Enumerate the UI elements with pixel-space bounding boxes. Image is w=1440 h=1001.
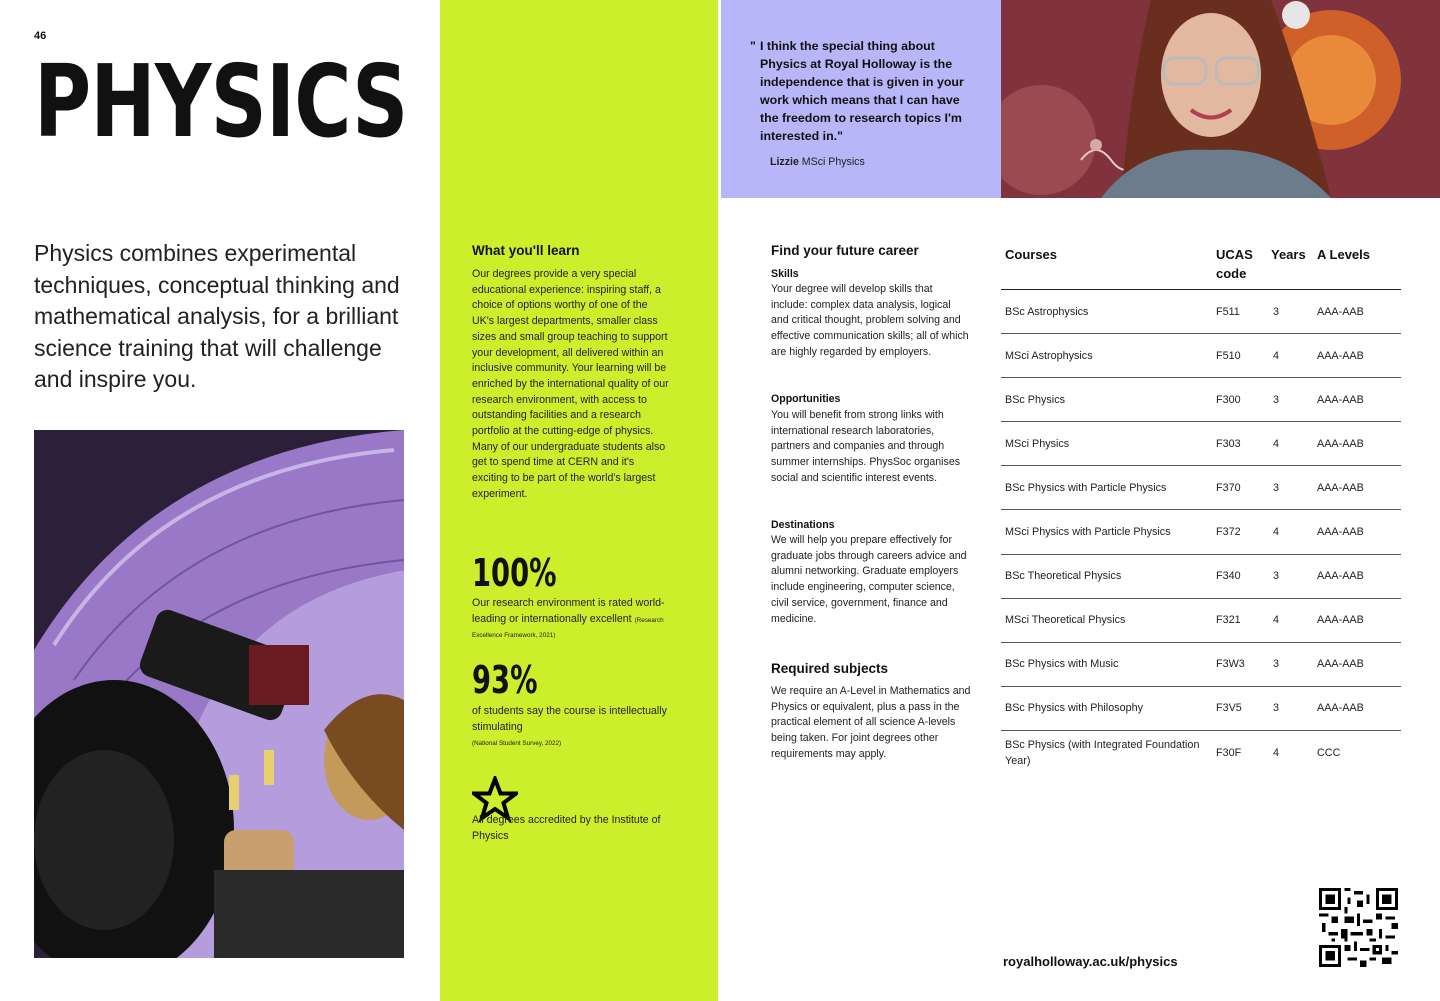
stat-survey-value: 93% — [472, 658, 538, 702]
a-levels-cell: AAA-AAB — [1317, 481, 1364, 494]
years-cell: 4 — [1273, 746, 1280, 759]
qr-code[interactable] — [1319, 888, 1398, 967]
quote — [750, 37, 980, 145]
course-cell: BSc Physics with Philosophy — [1005, 702, 1144, 715]
a-levels-cell: AAA-AAB — [1317, 614, 1364, 627]
course-cell: MSci Physics with Particle Physics — [1005, 526, 1171, 539]
quote-mark: " — [750, 39, 756, 53]
ucas-code-cell: F321 — [1216, 614, 1241, 627]
table-row — [1001, 687, 1401, 731]
ucas-code-cell: F3W3 — [1216, 658, 1245, 671]
course-cell: MSci Theoretical Physics — [1005, 614, 1126, 627]
a-levels-cell: AAA-AAB — [1317, 393, 1364, 406]
a-levels-cell: CCC — [1317, 746, 1341, 759]
stat-survey-source: (National Student Survey, 2022) — [472, 740, 562, 747]
destinations-text: We will help you prepare effectively for graduate jobs through careers advice and alumni networking. Graduate employers include engineering, computer science, civil service, government, finance and medicine. — [771, 534, 967, 625]
table-row — [1001, 378, 1401, 422]
website-link[interactable]: royalholloway.ac.uk/physics — [1003, 954, 1178, 969]
course-cell: BSc Physics with Particle Physics — [1005, 481, 1167, 494]
ucas-code-cell: F30F — [1216, 746, 1242, 759]
table-row — [1001, 466, 1401, 510]
course-cell: BSc Physics (with Integrated Foundation Year) — [1005, 738, 1200, 767]
opportunities-heading: Opportunities — [771, 393, 841, 405]
quote-author-name: Lizzie — [770, 156, 799, 168]
table-row — [1001, 599, 1401, 643]
course-cell: BSc Astrophysics — [1005, 305, 1089, 318]
ucas-code-cell: F340 — [1216, 570, 1241, 583]
years-cell: 3 — [1273, 305, 1280, 318]
ucas-code-cell: F303 — [1216, 437, 1241, 450]
table-body — [1001, 290, 1401, 775]
years-cell: 4 — [1273, 526, 1280, 539]
quote-author — [770, 156, 865, 168]
quote-body: I think the special thing about Physics at Royal Holloway is the independence that is given in your work which means that I can have the freedom to research topics I'm interested in." — [760, 39, 964, 143]
learn-text: Our degrees provide a very special educational experience: inspiring staff, a choice of options worthy of one of the UK's largest departments, smaller class sizes and small group teaching to support your development, all delivered within an inclusive community. Your learning will be enriched by the international quality of our research environment, with access to outstanding facilities and a research portfolio at the cutting-edge of physics. Many of our undergraduate students also get to spend time at CERN and it's exciting to be part of the world's largest experiment. — [472, 268, 669, 500]
course-cell: MSci Physics — [1005, 437, 1070, 450]
table-row — [1001, 510, 1401, 554]
a-levels-cell: AAA-AAB — [1317, 349, 1364, 362]
stat-research-description: Our research environment is rated world-leading or internationally excellent — [472, 597, 665, 625]
a-levels-cell: AAA-AAB — [1317, 526, 1364, 539]
student-photo — [1001, 0, 1440, 198]
years-cell: 3 — [1273, 481, 1280, 494]
ucas-code-cell: F370 — [1216, 481, 1241, 494]
page-title: PHYSICS — [34, 43, 408, 160]
table-row — [1001, 731, 1401, 775]
years-cell: 4 — [1273, 614, 1280, 627]
a-levels-cell: AAA-AAB — [1317, 437, 1364, 450]
years-cell: 3 — [1273, 570, 1280, 583]
stat-research-text — [472, 596, 672, 643]
ucas-code-cell: F300 — [1216, 393, 1241, 406]
course-cell: BSc Physics — [1005, 393, 1065, 406]
course-cell: BSc Physics with Music — [1005, 658, 1119, 671]
ucas-code-cell: F511 — [1216, 305, 1240, 318]
header-ucas-code: UCAS code — [1216, 247, 1253, 281]
skills-text: Your degree will develop skills that include: complex data analysis, logical and critical thought, problem solving and effective communication skills; all of which are highly regarded by employers. — [771, 283, 969, 358]
ucas-code-cell: F510 — [1216, 349, 1241, 362]
quote-author-course: MSci Physics — [801, 156, 865, 168]
opportunities-text: You will benefit from strong links with international research laboratories, partners and companies and through summer internships. PhysSoc organises social and scientific interest events. — [771, 409, 961, 484]
years-cell: 4 — [1273, 349, 1280, 362]
course-cell: BSc Theoretical Physics — [1005, 570, 1122, 583]
table-row — [1001, 334, 1401, 378]
table-row — [1001, 422, 1401, 466]
table-header — [1001, 244, 1401, 290]
table-row — [1001, 290, 1401, 334]
stat-research-value: 100% — [472, 551, 557, 595]
years-cell: 3 — [1273, 702, 1280, 715]
table-row — [1001, 643, 1401, 687]
years-cell: 3 — [1273, 393, 1280, 406]
career-heading: Find your future career — [771, 243, 919, 258]
destinations-heading: Destinations — [771, 519, 835, 531]
a-levels-cell: AAA-AAB — [1317, 658, 1364, 671]
years-cell: 4 — [1273, 437, 1280, 450]
table-row — [1001, 555, 1401, 599]
a-levels-cell: AAA-AAB — [1317, 570, 1364, 583]
header-years: Years — [1271, 247, 1306, 262]
accreditation-text: All degrees accredited by the Institute of Physics — [472, 814, 661, 842]
skills-heading: Skills — [771, 268, 799, 280]
required-subjects-text: We require an A-Level in Mathematics and Physics or equivalent, plus a pass in the practical element of all science A-levels being taken. For joint degrees other requirements may apply. — [771, 685, 971, 760]
page-number: 46 — [34, 30, 47, 42]
ucas-code-cell: F372 — [1216, 526, 1241, 539]
courses-table — [1001, 244, 1401, 775]
stat-survey-description: of students say the course is intellectually stimulating — [472, 705, 667, 733]
stat-research-source: (Research Excellence Framework, 2021) — [472, 616, 664, 639]
header-courses: Courses — [1005, 247, 1058, 262]
years-cell: 3 — [1273, 658, 1280, 671]
intro-text: Physics combines experimental techniques, conceptual thinking and mathematical analysis, for a brilliant science training that will challenge and inspire you. — [34, 240, 400, 392]
a-levels-cell: AAA-AAB — [1317, 702, 1364, 715]
stat-survey-text — [472, 704, 672, 751]
ucas-code-cell: F3V5 — [1216, 702, 1242, 715]
a-levels-cell: AAA-AAB — [1317, 305, 1364, 318]
learn-heading: What you'll learn — [472, 243, 580, 258]
header-a-levels: A Levels — [1317, 247, 1370, 262]
telescope-photo — [34, 430, 404, 958]
course-cell: MSci Astrophysics — [1005, 349, 1093, 362]
required-subjects-heading: Required subjects — [771, 661, 889, 676]
